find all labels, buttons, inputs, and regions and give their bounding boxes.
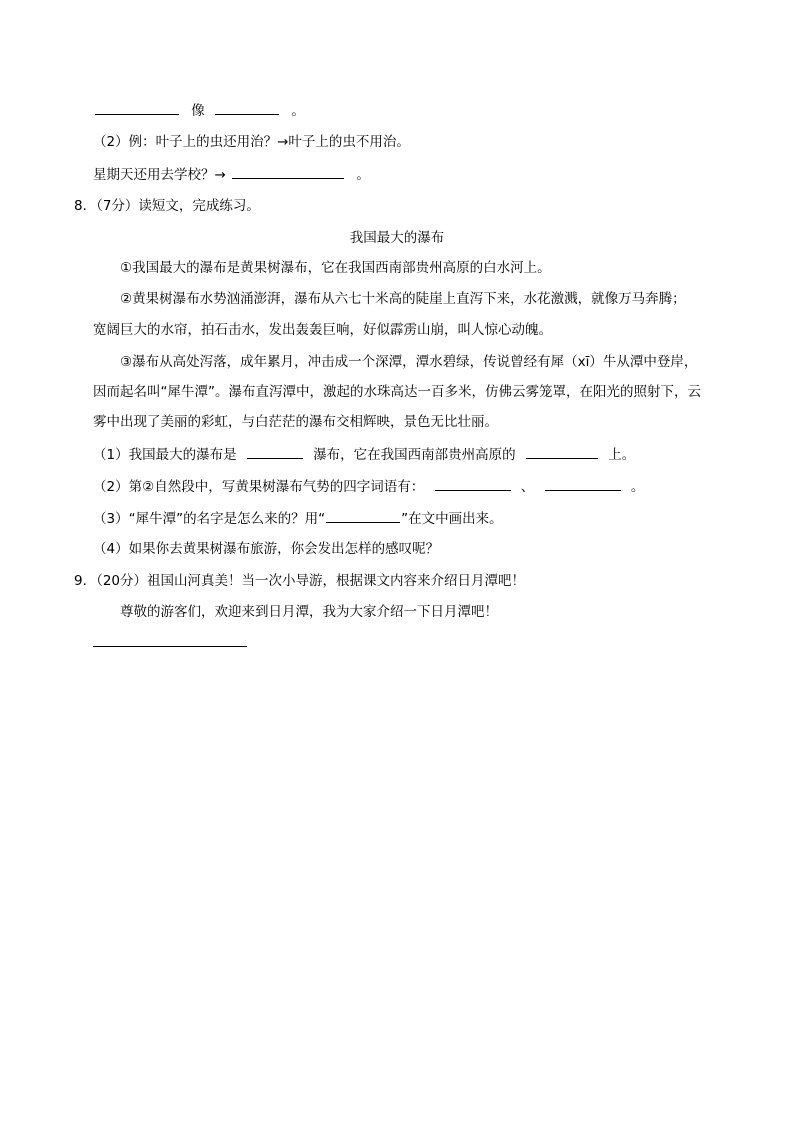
q8-sub2 — [93, 477, 644, 496]
sub2-text: （2）第②自然段中，写黄果树瀑布气势的四字词语有： — [93, 479, 425, 495]
answer-blank[interactable] — [435, 477, 511, 491]
answer-blank[interactable] — [215, 101, 279, 115]
q9-intro: 尊敬的游客们，欢迎来到日月潭，我为大家介绍一下日月潭吧！ — [120, 604, 498, 620]
passage-para-2-line-1: ②黄果树瀑布水势汹涌澎湃，瀑布从六七十米高的陡崖上直泻下来，水花激溅，就像万马奔腾； — [120, 291, 686, 307]
passage-para-1: ①我国最大的瀑布是黄果树瀑布，它在我国西南部贵州高原的白水河上。 — [120, 260, 551, 276]
q8-sub1 — [93, 445, 635, 464]
q7-simile-line — [93, 101, 305, 120]
answer-blank[interactable] — [545, 477, 621, 491]
simile-word: 像 — [191, 103, 205, 119]
part2-task: 星期天还用去学校？→ — [93, 167, 226, 183]
q8-sub4: （4）如果你去黄果树瀑布旅游，你会发出怎样的感叹呢？ — [93, 541, 440, 557]
answer-blank[interactable] — [232, 165, 344, 179]
separator: 、 — [520, 479, 535, 495]
passage-para-3-line-3: 雾中出现了美丽的彩虹，与白茫茫的瀑布交相辉映，景色无比壮丽。 — [93, 414, 498, 430]
answer-blank[interactable] — [526, 445, 598, 459]
q7-part2-example — [93, 133, 410, 151]
sub1-text-b: 瀑布，它在我国西南部贵州高原的 — [313, 447, 516, 463]
underline-sample — [326, 509, 400, 523]
answer-line[interactable] — [93, 646, 247, 647]
q9-header: 9．（20分）祖国山河真美！当一次小导游，根据课文内容来介绍日月潭吧！ — [74, 573, 526, 589]
end-mark: 。 — [630, 479, 645, 495]
passage-para-3-line-1: ③瀑布从高处泻落，成年累月，冲击成一个深潭，潭水碧绿，传说曾经有犀（xī）牛从潭中登岸， — [120, 354, 698, 370]
q7-part2-task — [93, 165, 370, 184]
sub1-text-a: （1）我国最大的瀑布是 — [93, 447, 237, 463]
end-mark: 。 — [356, 167, 370, 183]
passage-para-3-line-2: 因而起名叫“犀牛潭”。瀑布直泻潭中，激起的水珠高达一百多米，仿佛云雾笼罩，在阳光的照射下，云 — [93, 384, 701, 400]
answer-blank[interactable] — [95, 101, 179, 115]
q8-sub3 — [93, 509, 503, 528]
q8-header: 8．（7分）读短文，完成练习。 — [74, 198, 260, 214]
sub3-text-a: （3）“犀牛潭”的名字是怎么来的？用“ — [93, 511, 326, 527]
passage-title: 我国最大的瀑布 — [349, 230, 445, 246]
sub1-text-c: 上。 — [608, 447, 636, 463]
part2-example: 叶子上的虫还用治？→叶子上的虫不用治。 — [155, 134, 410, 150]
sub3-text-b: ”在文中画出来。 — [401, 511, 503, 527]
answer-blank[interactable] — [247, 445, 303, 459]
passage-para-2-line-2: 宽阔巨大的水帘，拍石击水，发出轰轰巨响，好似霹雳山崩，叫人惊心动魄。 — [93, 322, 552, 338]
end-mark: 。 — [291, 103, 305, 119]
part2-prefix: （2）例： — [93, 134, 156, 150]
